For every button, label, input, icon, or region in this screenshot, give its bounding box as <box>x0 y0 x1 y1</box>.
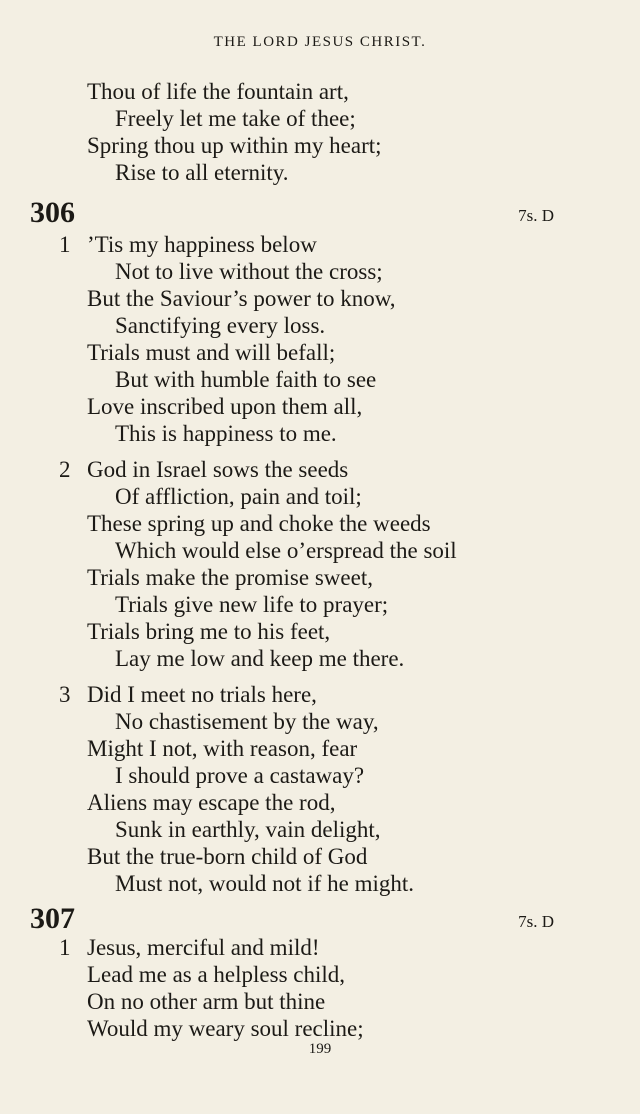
verse-line: But the true-born child of God <box>87 844 368 869</box>
verse-line: On no other arm but thine <box>87 989 326 1014</box>
verse-line: These spring up and choke the weeds <box>87 511 431 536</box>
running-head: THE LORD JESUS CHRIST. <box>213 34 427 50</box>
verse-line: Jesus, merciful and mild! <box>87 935 320 960</box>
verse-line: Would my weary soul recline; <box>87 1016 364 1041</box>
verse-line: Of affliction, pain and toil; <box>115 484 362 509</box>
stanza-number: 1 <box>59 232 71 257</box>
verse-line: Must not, would not if he might. <box>115 871 414 896</box>
stanza-number: 1 <box>59 935 71 960</box>
hymn-number: 306 <box>30 196 75 229</box>
verse-line: I should prove a castaway? <box>115 763 365 788</box>
verse-line: Spring thou up within my heart; <box>87 133 382 158</box>
verse-line: No chastisement by the way, <box>115 709 379 734</box>
verse-line: Did I meet no trials here, <box>87 682 317 707</box>
verse-line: Love inscribed upon them all, <box>87 394 363 419</box>
verse-line: Freely let me take of thee; <box>115 106 356 131</box>
verse-line: But the Saviour’s power to know, <box>87 286 396 311</box>
verse-line: Trials give new life to prayer; <box>115 592 389 617</box>
verse-line: Sunk in earthly, vain delight, <box>115 817 381 842</box>
stanza-number: 3 <box>59 682 71 707</box>
hymn-meter: 7s. D <box>518 206 554 225</box>
verse-line: But with humble faith to see <box>115 367 377 392</box>
verse-line: Thou of life the fountain art, <box>87 79 349 104</box>
verse-line: ’Tis my happiness below <box>87 232 317 257</box>
verse-line: Which would else o’erspread the soil <box>115 538 457 563</box>
verse-line: Trials bring me to his feet, <box>87 619 331 644</box>
hymn-meter: 7s. D <box>518 912 554 931</box>
verse-line: Trials must and will befall; <box>87 340 336 365</box>
verse-line: Might I not, with reason, fear <box>87 736 358 761</box>
hymn-number: 307 <box>30 902 75 935</box>
verse-line: Sanctifying every loss. <box>115 313 326 338</box>
stanza-number: 2 <box>59 457 71 482</box>
verse-line: God in Israel sows the seeds <box>87 457 349 482</box>
verse-line: Aliens may escape the rod, <box>87 790 336 815</box>
verse-line: Rise to all eternity. <box>115 160 289 185</box>
verse-line: Lead me as a helpless child, <box>87 962 346 987</box>
verse-line: Not to live without the cross; <box>115 259 383 284</box>
verse-line: Lay me low and keep me there. <box>115 646 405 671</box>
verse-line: Trials make the promise sweet, <box>87 565 373 590</box>
page-number: 199 <box>308 1041 332 1057</box>
verse-line: This is happiness to me. <box>115 421 337 446</box>
